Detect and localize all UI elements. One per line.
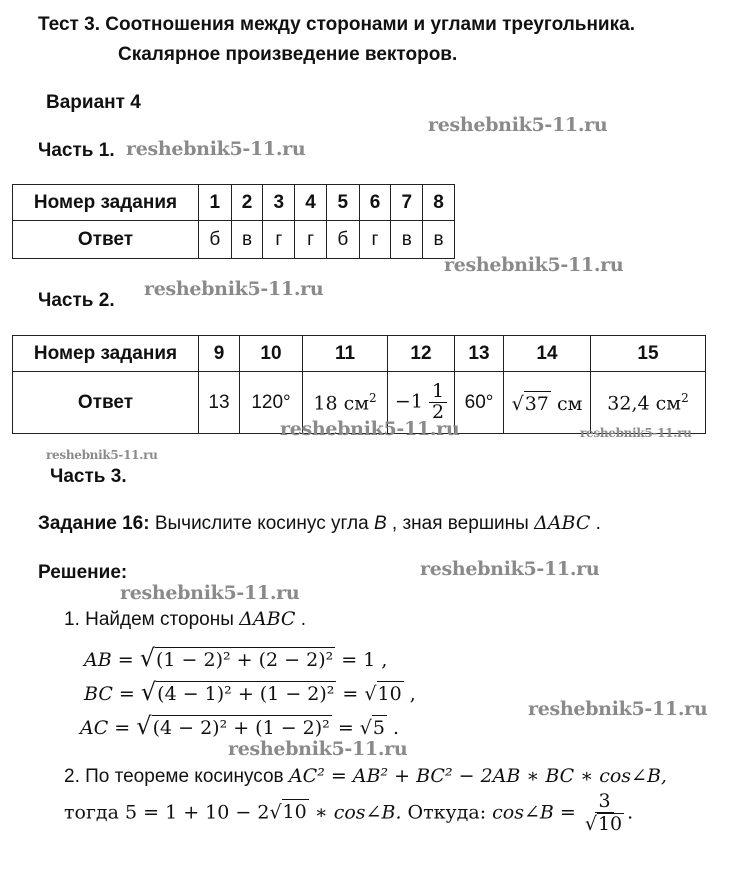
part2-answer-9: 13 — [199, 372, 240, 434]
part1-head-label: Номер задания — [13, 185, 199, 221]
step3-denominator: √10 — [584, 812, 623, 835]
task-var: B — [373, 513, 387, 534]
watermark: reshebnik5-11.ru — [280, 418, 460, 440]
variant-label: Вариант 4 — [46, 92, 141, 113]
step3-radicand: 10 — [282, 801, 307, 824]
watermark: reshebnik5-11.ru — [46, 448, 158, 462]
step3-cos: cos∠B = — [492, 801, 582, 824]
part2-answer-label: Ответ — [13, 372, 199, 434]
step3-text: тогда — [64, 801, 125, 824]
step-1 — [64, 608, 306, 631]
part1-answer: в — [423, 221, 455, 259]
bc-radicand: (4 − 1)² + (1 − 2)² — [157, 683, 335, 705]
bc-end: , — [403, 683, 416, 705]
part1-answer: г — [263, 221, 295, 259]
bc-result: 10 — [377, 683, 402, 705]
step-3: тогда 5 = 1 + 10 − 2√10 ∗ cos∠B. Откуда: cos∠B = $\frac{3}{√10}$ . — [64, 790, 634, 835]
step1-end: . — [295, 609, 306, 630]
part1-answer: б — [326, 221, 359, 259]
part1-answer: б — [199, 221, 232, 259]
fraction-numerator: 1 — [429, 382, 447, 403]
ac-radicand: (4 − 2)² + (1 − 2)² — [152, 717, 330, 739]
step3-fraction — [582, 792, 627, 835]
part1-answer: в — [391, 221, 423, 259]
part2-num: 12 — [388, 336, 455, 372]
answer-15-exp: 2 — [681, 390, 689, 405]
part2-num: 15 — [591, 336, 706, 372]
answer-11-exp: 2 — [369, 390, 377, 405]
part1-answer: г — [295, 221, 327, 259]
step3-den-radicand: 10 — [597, 812, 623, 835]
task-end: . — [590, 513, 601, 534]
part1-answer: г — [359, 221, 391, 259]
ac-mid: = — [331, 717, 360, 739]
part1-num: 7 — [391, 185, 423, 221]
part1-num: 1 — [199, 185, 232, 221]
step2-formula: AC² = AB² + BC² − 2AB ∗ BC ∗ cos∠B, — [288, 765, 667, 787]
answer-12-int: −1 — [394, 390, 423, 413]
step3-eq: 5 = 1 + 10 − 2 — [124, 801, 270, 824]
watermark: reshebnik5-11.ru — [580, 426, 692, 440]
formula-ab: AB = √(1 − 2)² + (2 − 2)² = 1 , — [84, 644, 388, 672]
part1-num: 3 — [263, 185, 295, 221]
bc-mid: = — [336, 683, 365, 705]
part1-label: Часть 1. — [38, 140, 115, 161]
formula-ac: AC = √(4 − 2)² + (1 − 2)² = √5 . — [80, 712, 400, 740]
part2-answer-14: √37 см — [504, 372, 591, 434]
watermark: reshebnik5-11.ru — [444, 254, 624, 276]
watermark: reshebnik5-11.ru — [420, 558, 600, 580]
watermark: reshebnik5-11.ru — [528, 698, 708, 720]
step1-text: 1. Найдем стороны — [64, 609, 240, 630]
part2-head-label: Номер задания — [13, 336, 199, 372]
part2-num: 14 — [504, 336, 591, 372]
fraction-denominator: 2 — [431, 401, 445, 423]
watermark: reshebnik5-11.ru — [126, 138, 306, 160]
part1-num: 4 — [295, 185, 327, 221]
part2-answer-13: 60° — [455, 372, 504, 434]
ac-result: 5 — [372, 717, 385, 739]
part3-label: Часть 3. — [50, 466, 127, 487]
part1-table — [12, 184, 455, 259]
task-text2: , зная вершины — [386, 513, 535, 534]
answer-12-fraction — [429, 382, 447, 423]
bc-lhs: BC = — [84, 683, 141, 705]
ab-lhs: AB = — [84, 649, 140, 671]
part1-num: 6 — [359, 185, 391, 221]
watermark: reshebnik5-11.ru — [228, 738, 408, 760]
part2-answer-10: 120° — [240, 372, 303, 434]
ac-lhs: AC = — [80, 717, 137, 739]
answer-14-unit: см — [550, 392, 583, 415]
formula-bc: BC = √(4 − 1)² + (1 − 2)² = √10 , — [84, 678, 416, 706]
answer-14-radicand: 37 — [524, 392, 549, 415]
part2-label: Часть 2. — [38, 290, 115, 311]
step-2 — [64, 765, 667, 788]
solution-label: Решение: — [38, 562, 128, 583]
task-label: Задание 16: — [38, 513, 150, 534]
part2-num: 9 — [199, 336, 240, 372]
title-line-2: Скалярное произведение векторов. — [118, 44, 458, 65]
part2-num: 13 — [455, 336, 504, 372]
answer-11-value: 18 см — [313, 392, 369, 415]
step3-numerator: 3 — [595, 792, 613, 813]
step2-text: 2. По теореме косинусов — [64, 766, 289, 787]
part1-num: 2 — [231, 185, 263, 221]
part2-num: 10 — [240, 336, 303, 372]
step3-end: . — [627, 801, 634, 824]
task-triangle: ΔABC — [534, 512, 591, 534]
task-16 — [38, 512, 601, 535]
step3-then: Откуда: — [401, 801, 493, 824]
watermark: reshebnik5-11.ru — [428, 114, 608, 136]
watermark: reshebnik5-11.ru — [144, 278, 324, 300]
part2-num: 11 — [303, 336, 388, 372]
ab-radicand: (1 − 2)² + (2 − 2)² — [155, 649, 334, 671]
ac-end: . — [387, 717, 400, 739]
title-line-1: Тест 3. Соотношения между сторонами и углами треугольника. — [38, 14, 635, 35]
part1-answer-label: Ответ — [13, 221, 199, 259]
part1-num: 8 — [423, 185, 455, 221]
part2-answer-15 — [591, 372, 706, 434]
watermark: reshebnik5-11.ru — [120, 582, 300, 604]
part1-num: 5 — [326, 185, 359, 221]
step3-eq2: ∗ cos∠B. — [308, 801, 402, 824]
ab-rhs: = 1 , — [335, 649, 388, 671]
answer-15-value: 32,4 см — [607, 392, 682, 415]
part1-answer: в — [231, 221, 263, 259]
task-text: Вычислите косинус угла — [154, 513, 374, 534]
step1-triangle: ΔABC — [239, 608, 296, 630]
